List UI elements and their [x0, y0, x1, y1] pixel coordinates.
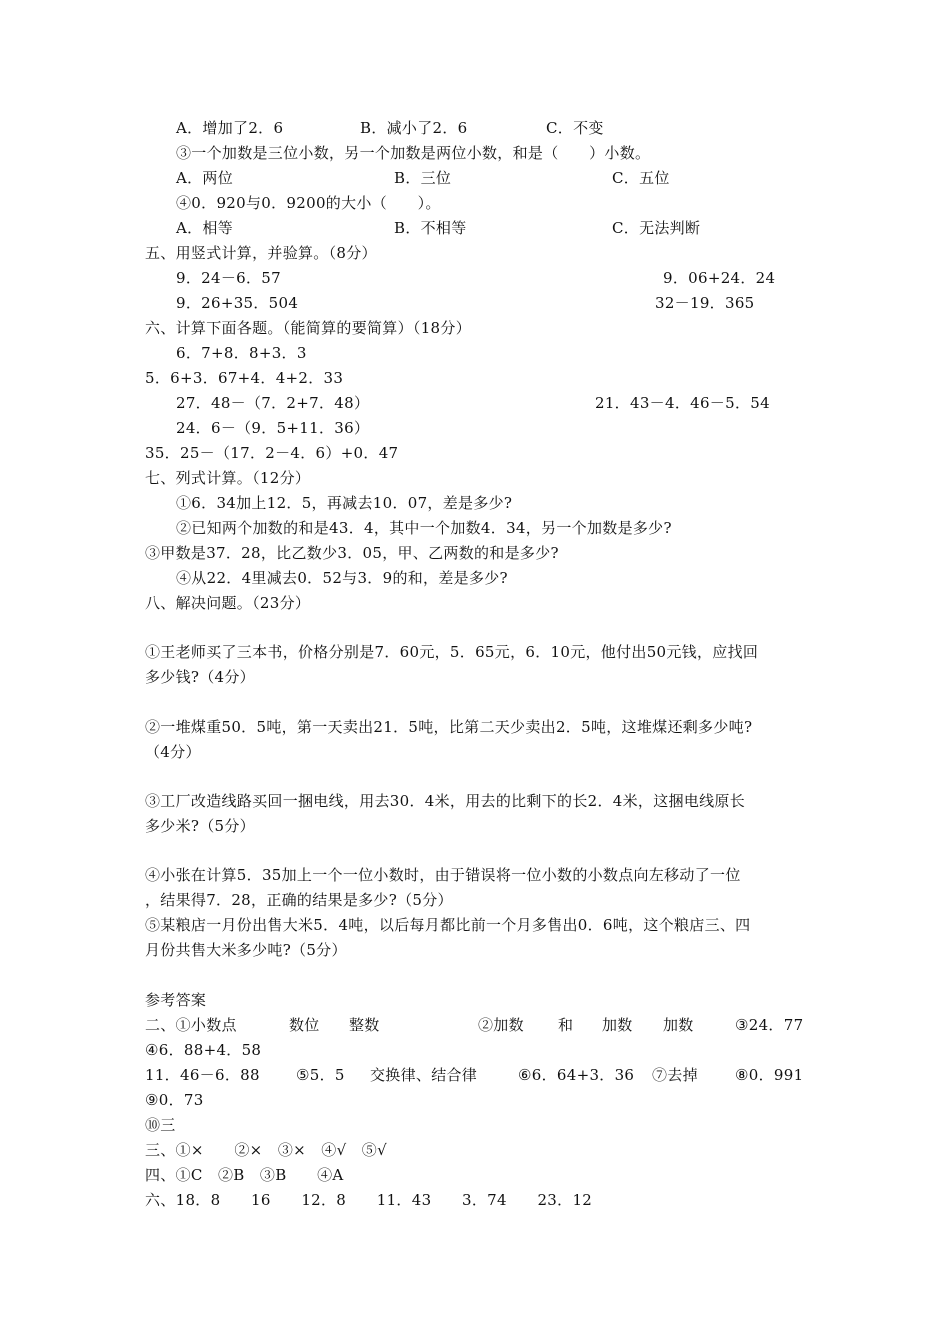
answer-item: ③24．77 — [735, 1016, 804, 1034]
q4-4-option-b: B．不相等 — [394, 219, 467, 237]
section-7-title: 七、列式计算。（12分） — [145, 469, 311, 487]
q4-3-option-a: A．两位 — [176, 169, 234, 187]
section-5-item: 9．24－6．57 — [176, 269, 281, 287]
section-5-item: 9．06+24．24 — [663, 269, 776, 287]
answer-item: 交换律、结合律 — [370, 1066, 478, 1084]
section-6-item: 35．25－（17．2－4．6）+0．47 — [145, 444, 399, 462]
q4-3-option-b: B．三位 — [394, 169, 452, 187]
answer-item: 和 — [558, 1016, 574, 1034]
answer-item: 数位 — [289, 1016, 320, 1034]
answer-item: ⑤5．5 — [296, 1066, 345, 1084]
section-8-item: ④小张在计算5．35加上一个一位小数时，由于错误将一位小数的小数点向左移动了一位 — [145, 866, 741, 884]
section-6-item: 27．48－（7．2+7．48） — [176, 394, 370, 412]
section-8-item: ①王老师买了三本书，价格分别是7．60元，5．65元，6．10元，他付出50元钱，应找回 — [145, 643, 759, 661]
q4-3-option-c: C．五位 — [612, 169, 670, 187]
section-8-title: 八、解决问题。（23分） — [145, 594, 311, 612]
section-6-item: 5．6+3．67+4．4+2．33 — [145, 369, 344, 387]
q4-2-option-b: B．减小了2．6 — [360, 119, 468, 137]
answer-item: ⑨0．73 — [145, 1091, 204, 1109]
answer-item: 四、①C ②B ③B ④A — [145, 1166, 344, 1184]
section-8-item: ，结果得7．28，正确的结果是多少?（5分） — [145, 891, 453, 909]
q4-3-question: ③一个加数是三位小数，另一个加数是两位小数，和是（ ）小数。 — [176, 144, 651, 162]
answer-item: ②加数 — [478, 1016, 524, 1034]
section-5-item: 32－19．365 — [655, 294, 755, 312]
answer-item: ⑧0．991 — [735, 1066, 804, 1084]
answer-item: 三、①× ②× ③× ④√ ⑤√ — [145, 1141, 387, 1159]
answer-item: 二、①小数点 — [145, 1016, 237, 1034]
section-7-item: ②已知两个加数的和是43．4，其中一个加数4．34，另一个加数是多少? — [176, 519, 672, 537]
section-8-item: 多少米?（5分） — [145, 817, 255, 835]
section-6-item: 24．6－（9．5+11．36） — [176, 419, 370, 437]
q4-2-option-a: A．增加了2．6 — [176, 119, 284, 137]
section-5-title: 五、用竖式计算，并验算。（8分） — [145, 244, 377, 262]
section-6-item: 21．43－4．46－5．54 — [595, 394, 770, 412]
section-7-item: ④从22．4里减去0．52与3．9的和，差是多少? — [176, 569, 508, 587]
section-8-item: ⑤某粮店一月份出售大米5．4吨，以后每月都比前一个月多售出0．6吨，这个粮店三、四 — [145, 916, 751, 934]
answer-key-title: 参考答案 — [145, 991, 207, 1009]
section-5-item: 9．26+35．504 — [176, 294, 299, 312]
answer-item: ⑦去掉 — [652, 1066, 698, 1084]
section-6-title: 六、计算下面各题。（能简算的要简算）（18分） — [145, 319, 471, 337]
section-8-item: ③工厂改造线路买回一捆电线，用去30．4米，用去的比剩下的长2．4米，这捆电线原长 — [145, 792, 746, 810]
answer-item: 加数 — [602, 1016, 633, 1034]
answer-item: ④6．88+4．58 — [145, 1041, 262, 1059]
answer-item: 11．46－6．88 — [145, 1066, 260, 1084]
section-8-item: 月份共售大米多少吨?（5分） — [145, 941, 347, 959]
answer-item: 六、18．8 16 12．8 11．43 3．74 23．12 — [145, 1191, 593, 1209]
section-8-item: （4分） — [145, 743, 201, 761]
q4-4-option-c: C．无法判断 — [612, 219, 701, 237]
answer-item: 整数 — [349, 1016, 380, 1034]
section-7-item: ③甲数是37．28，比乙数少3．05，甲、乙两数的和是多少? — [145, 544, 559, 562]
section-6-item: 6．7+8．8+3．3 — [176, 344, 307, 362]
q4-4-question: ④0．920与0．9200的大小（ ）。 — [176, 194, 441, 212]
q4-2-option-c: C．不变 — [546, 119, 604, 137]
section-8-item: ②一堆煤重50．5吨，第一天卖出21．5吨，比第二天少卖出2．5吨，这堆煤还剩多少吨? — [145, 718, 753, 736]
section-8-item: 多少钱?（4分） — [145, 668, 255, 686]
section-7-item: ①6．34加上12．5，再减去10．07，差是多少? — [176, 494, 513, 512]
answer-item: ⑥6．64+3．36 — [518, 1066, 635, 1084]
q4-4-option-a: A．相等 — [176, 219, 234, 237]
answer-item: 加数 — [663, 1016, 694, 1034]
answer-item: ⑩三 — [145, 1116, 176, 1134]
